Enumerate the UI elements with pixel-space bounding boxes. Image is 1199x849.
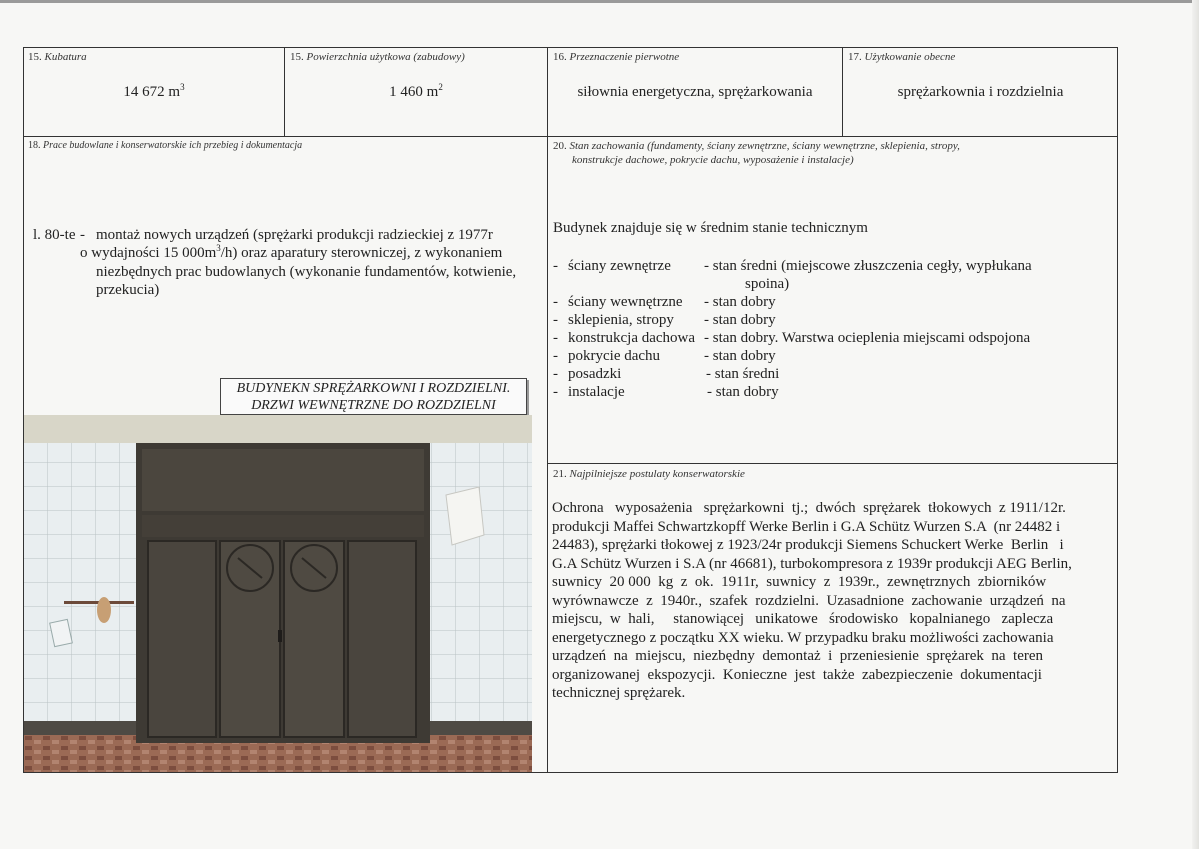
stan-row-name: ściany wewnętrzne [568, 294, 683, 310]
postulaty-line: suwnicy 20 000 kg z ok. 1911r, suwnicy z 1939r., zewnętrznych zbiorników [552, 574, 1047, 590]
stan-row: - [553, 330, 558, 346]
prace-label: 18. Prace budowlane i konserwatorskie ich przebieg i dokumentacja [28, 140, 303, 151]
prace-text-line1: montaż nowych urządzeń (sprężarki produkcji radzieckiej z 1977r [96, 227, 493, 243]
stan-row-status: spoina) [745, 276, 790, 292]
prace-dash: - [80, 227, 85, 243]
stan-label-line1: 20. Stan zachowania (fundamenty, ściany zewnętrzne, ściany wewnętrzne, sklepienia, stropy, [553, 140, 960, 152]
stan-row-status: - stan dobry [704, 294, 776, 310]
uzytkowanie-label: 17. Użytkowanie obecne [848, 51, 956, 63]
powierzchnia-label: 15. Powierzchnia użytkowa (zabudowy) [290, 51, 465, 63]
stan-row-status: - stan średni (miejscowe złuszczenia cegły, wypłukana [704, 258, 1032, 274]
stan-row-status: - stan dobry [704, 312, 776, 328]
postulaty-line: miejscu, w hali, stanowiącej unikatowe środowisko kopalnianego zaplecza [552, 611, 1054, 627]
scan-right-edge [1192, 0, 1199, 849]
photo-caption-line1: BUDYNEKN SPRĘŻARKOWNI I ROZDZIELNI. [236, 381, 511, 396]
stan-intro: Budynek znajduje się w średnim stanie technicznym [553, 220, 868, 236]
row-divider [23, 136, 1118, 137]
kubatura-label: 15. Kubatura [28, 51, 87, 63]
postulaty-line: urządzeń na miejscu, niezbędny demontaż i przeniesienie sprężarek na teren [552, 648, 1044, 664]
postulaty-line: G.A Schütz Wurzen i S.A (nr 46681), turbokompresora z 1939r produkcji AEG Berlin, [552, 555, 1072, 572]
stan-label-line2: konstrukcje dachowe, pokrycie dachu, wyposażenie i instalacje) [572, 154, 854, 166]
postulaty-line: 24483), sprężarki tłokowej z 1923/24r produkcji Siemens Schuckert Werke Berlin i [552, 537, 1064, 553]
prace-text-line3: niezbędnych prac budowlanych (wykonanie fundamentów, kotwienie, [96, 264, 517, 280]
stan-row-status: - stan dobry [707, 384, 779, 400]
prace-text-line2: o wydajności 15 $000m^3/h$) oraz aparatury sterowniczej, z wykonaniem [80, 243, 503, 261]
stan-row-name: instalacje [568, 384, 625, 400]
postulaty-line: technicznej sprężarek. [552, 685, 686, 701]
uzytkowanie-value: sprężarkownia i rozdzielnia [897, 84, 1064, 100]
stan-row-name: posadzki [568, 366, 622, 382]
postulaty-line: wyrównawcze z 1940r., szafek rozdzielni. Uzasadnione zachowanie urządzeń na [552, 592, 1066, 609]
przeznaczenie-value: siłownia energetyczna, sprężarkowania [577, 84, 813, 100]
row-divider [547, 463, 1118, 464]
stan-row-status: - stan średni [706, 366, 780, 382]
prace-text-line4: przekucia) [96, 282, 160, 298]
stan-row-name: sklepienia, stropy [568, 312, 674, 328]
postulaty-text [552, 499, 1104, 703]
scan-top-edge [0, 0, 1199, 3]
postulaty-label: 21. Najpilniejsze postulaty konserwatorskie [553, 468, 745, 480]
stan-row: - [553, 312, 558, 328]
stan-row: - [553, 366, 558, 382]
postulaty-line: energetycznego z początku XX wieku. W przypadku braku możliwości zachowania [552, 629, 1054, 646]
stan-row: - [553, 384, 558, 400]
stan-row-name: pokrycie dachu [568, 348, 661, 364]
prace-period: l. 80-te [33, 227, 76, 243]
postulaty-line: Ochrona wyposażenia sprężarkowni tj.; dwóch sprężarek tłokowych z 1911/12r. [552, 500, 1066, 516]
photo-caption [220, 378, 527, 415]
stan-row-name: ściany zewnętrze [568, 258, 671, 274]
przeznaczenie-label: 16. Przeznaczenie pierwotne [553, 51, 680, 63]
kubatura-value: 14 672 $m^3$ [123, 82, 185, 100]
door-photo [24, 415, 532, 772]
photo-caption-line2: DRZWI WEWNĘTRZNE DO ROZDZIELNI [251, 398, 496, 413]
stan-row: - [553, 258, 558, 274]
stan-row: - [553, 348, 558, 364]
postulaty-line: produkcji Maffei Schwartzkopff Werke Berlin i G.A Schütz Wurzen S.A (nr 24482 i [552, 518, 1061, 535]
stan-row-status: - stan dobry. Warstwa ocieplenia miejscami odspojona [704, 330, 1031, 346]
postulaty-line: organizowanej ekspozycji. Konieczne jest także zabezpieczenie dokumentacji [552, 666, 1042, 683]
stan-row: - [553, 294, 558, 310]
col-divider [547, 47, 548, 773]
powierzchnia-value: 1 460 $m^2$ [389, 82, 443, 100]
stan-row-name: konstrukcja dachowa [568, 330, 696, 346]
stan-row-status: - stan dobry [704, 348, 776, 364]
